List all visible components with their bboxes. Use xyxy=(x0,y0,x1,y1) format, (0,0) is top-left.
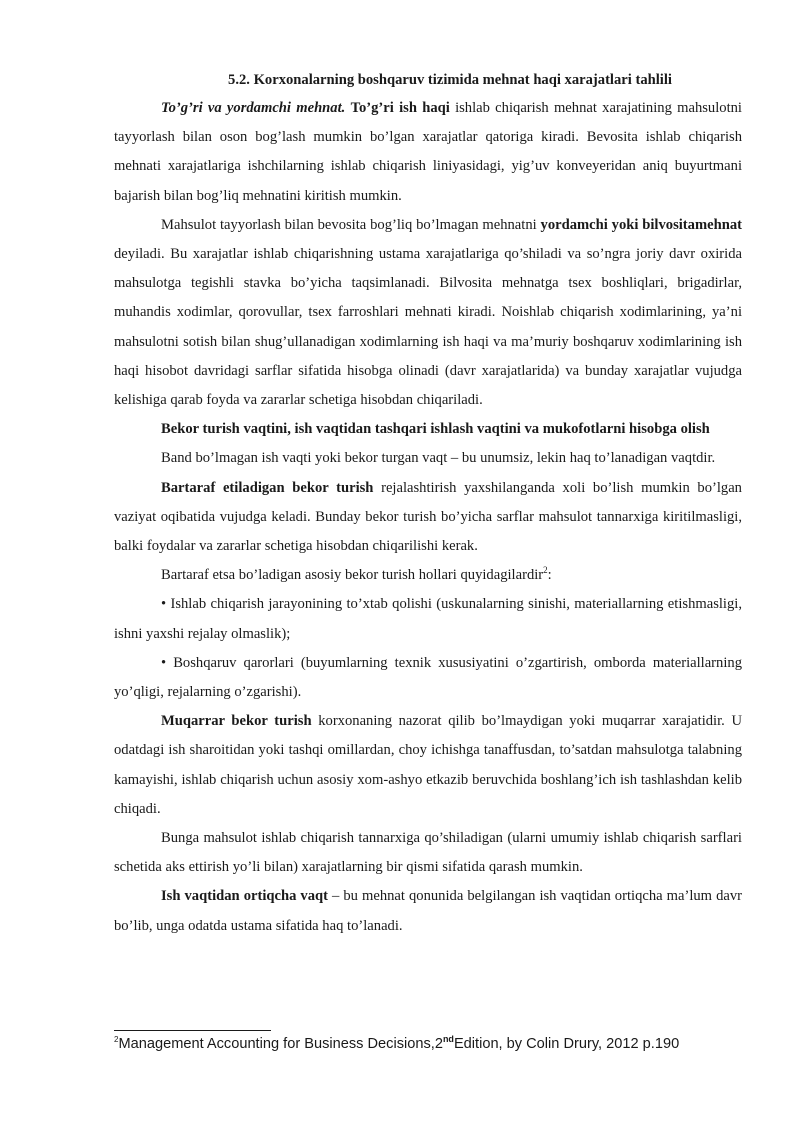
term-direct-wage: To’g’ri ish haqi xyxy=(350,100,450,116)
paragraph-indirect-labor xyxy=(114,211,742,415)
paragraph-text: rejalashtirish yaxshilanganda xoli bo’lish mumkin bo’lgan vaziyat oqibatida vujudga keladi. Bunday bekor turish bo’yicha sarflar mahsulot tannarxiga kiritilmasligi, balki foydalar va zararlar schetiga hisobdan chiqarilishi kerak. xyxy=(114,479,742,555)
paragraph-direct-labor xyxy=(114,94,742,211)
footnote-mark: 2 xyxy=(114,1035,119,1045)
subheading-idle-time: Bekor turish vaqtini, ish vaqtidan tashqari ishlash vaqtini va mukofotlarni hisobga olish xyxy=(161,421,710,438)
paragraph-text: deyiladi. Bu xarajatlar ishlab chiqarishning ustama xarajatlariga qo’shiladi va so’ngra joriy davr oxirida mahsulotga tegishli stavka bo’yicha taqsimlanadi. Bilvosita mehnatga tsex boshliqlari, brigadirlar, muhandis xodimlar, qorovullar, tsex farroshlari mehnati kiradi. Noishlab chiqarish xodimlarining, ya’ni mahsulotni sotish bilan shug’ullanadigan xodimlarning ish haqi va ma’muriy boshqaruv xodimlarining ish haqi hisobot davridagi sarflar sifatida hisobga olinadi (davr xarajatlarida) va bunday xarajatlar vujudga kelishiga qarab foyda va zararlar schetiga hisobdan chiqariladi. xyxy=(114,246,742,409)
list-item: • Ishlab chiqarish jarayonining to’xtab qolishi (uskunalarning sinishi, materiallarning etishmasligi, ishni yaxshi rejalay olmaslik); xyxy=(114,596,742,642)
paragraph-text: ishlab chiqarish mehnat xarajatining mahsulotni tayyorlash bilan oson bog’lash mumkin bo’lgan xarajatlar qatoriga kiradi. Bevosita ishlab chiqarish mehnati xarajatlariga ishchilarning ishlab chiqarish liniyasidagi, yig’uv konveyeridan aniq buyurtmani bajarish bilan bog’liq mehnatini kiritish mumkin. xyxy=(114,100,742,204)
footnote xyxy=(114,1034,754,1054)
paragraph-text: Bartaraf etsa bo’ladigan asosiy bekor turish hollari quyidagilardir xyxy=(161,567,544,584)
footnote-divider xyxy=(114,1030,271,1031)
footnote-text-before: Management Accounting for Business Decisions,2 xyxy=(118,1036,443,1052)
italic-lead: To’g’ri va yordamchi mehnat. xyxy=(161,100,346,116)
footnote-ordinal: nd xyxy=(442,1034,454,1045)
paragraph-avoidable-idle xyxy=(114,474,742,562)
term-unavoidable-idle: Muqarrar bekor turish xyxy=(161,713,312,730)
term-avoidable-idle: Bartaraf etiladigan bekor turish xyxy=(161,479,374,496)
paragraph-idle-cases xyxy=(114,561,742,590)
term-indirect-labor: yordamchi yoki bilvositamehnat xyxy=(540,216,742,233)
paragraph-lead: Mahsulot tayyorlash bilan bevosita bog’liq bo’lmagan mehnatni xyxy=(161,216,537,233)
footnote-reference[interactable]: 2 xyxy=(543,565,548,576)
body-text xyxy=(114,94,742,941)
paragraph-cost-inclusion: Bunga mahsulot ishlab chiqarish tannarxiga qo’shiladigan (ularni umumiy ishlab chiqarish sarflari schetida aks ettirish yo’li bilan) xarajatlarning bir qismi sifatida qarash mumkin. xyxy=(114,830,742,876)
paragraph-idle-definition: Band bo’lmagan ish vaqti yoki bekor turgan vaqt – bu unumsiz, lekin haq to’lanadigan vaqtdir. xyxy=(161,450,716,467)
paragraph-text: – bu mehnat qonunida belgilangan ish vaqtidan ortiqcha ma’lum davr bo’lib, unga odatda ustama sifatida haq to’lanadi. xyxy=(114,888,743,934)
paragraph-overtime xyxy=(114,882,742,940)
paragraph-unavoidable-idle xyxy=(114,707,742,824)
paragraph-tail: : xyxy=(547,567,552,584)
section-heading: 5.2. Korxonalarning boshqaruv tizimida mehnat haqi xarajatlari tahlili xyxy=(228,72,672,88)
footnote-text-after: Edition, by Colin Drury, 2012 p.190 xyxy=(453,1036,680,1052)
list-item: • Boshqaruv qarorlari (buyumlarning texnik xususiyatini o’zgartirish, omborda materiallarning yo’qligi, rejalarning o’zgarishi). xyxy=(114,654,742,701)
term-overtime: Ish vaqtidan ortiqcha vaqt xyxy=(161,888,328,905)
paragraph-text: korxonaning nazorat qilib bo’lmaydigan yoki muqarrar xarajatidir. U odatdagi ish sharoitidan yoki tashqi omillardan, choy ichishga tanaffusdan, to’satdan mahsulotga talabning kamayishi, ishlab chiqarish uchun asosiy xom-ashyo etkazib beruvchida boshlang’ich ish tashlashdan kelib chiqadi. xyxy=(114,713,742,817)
